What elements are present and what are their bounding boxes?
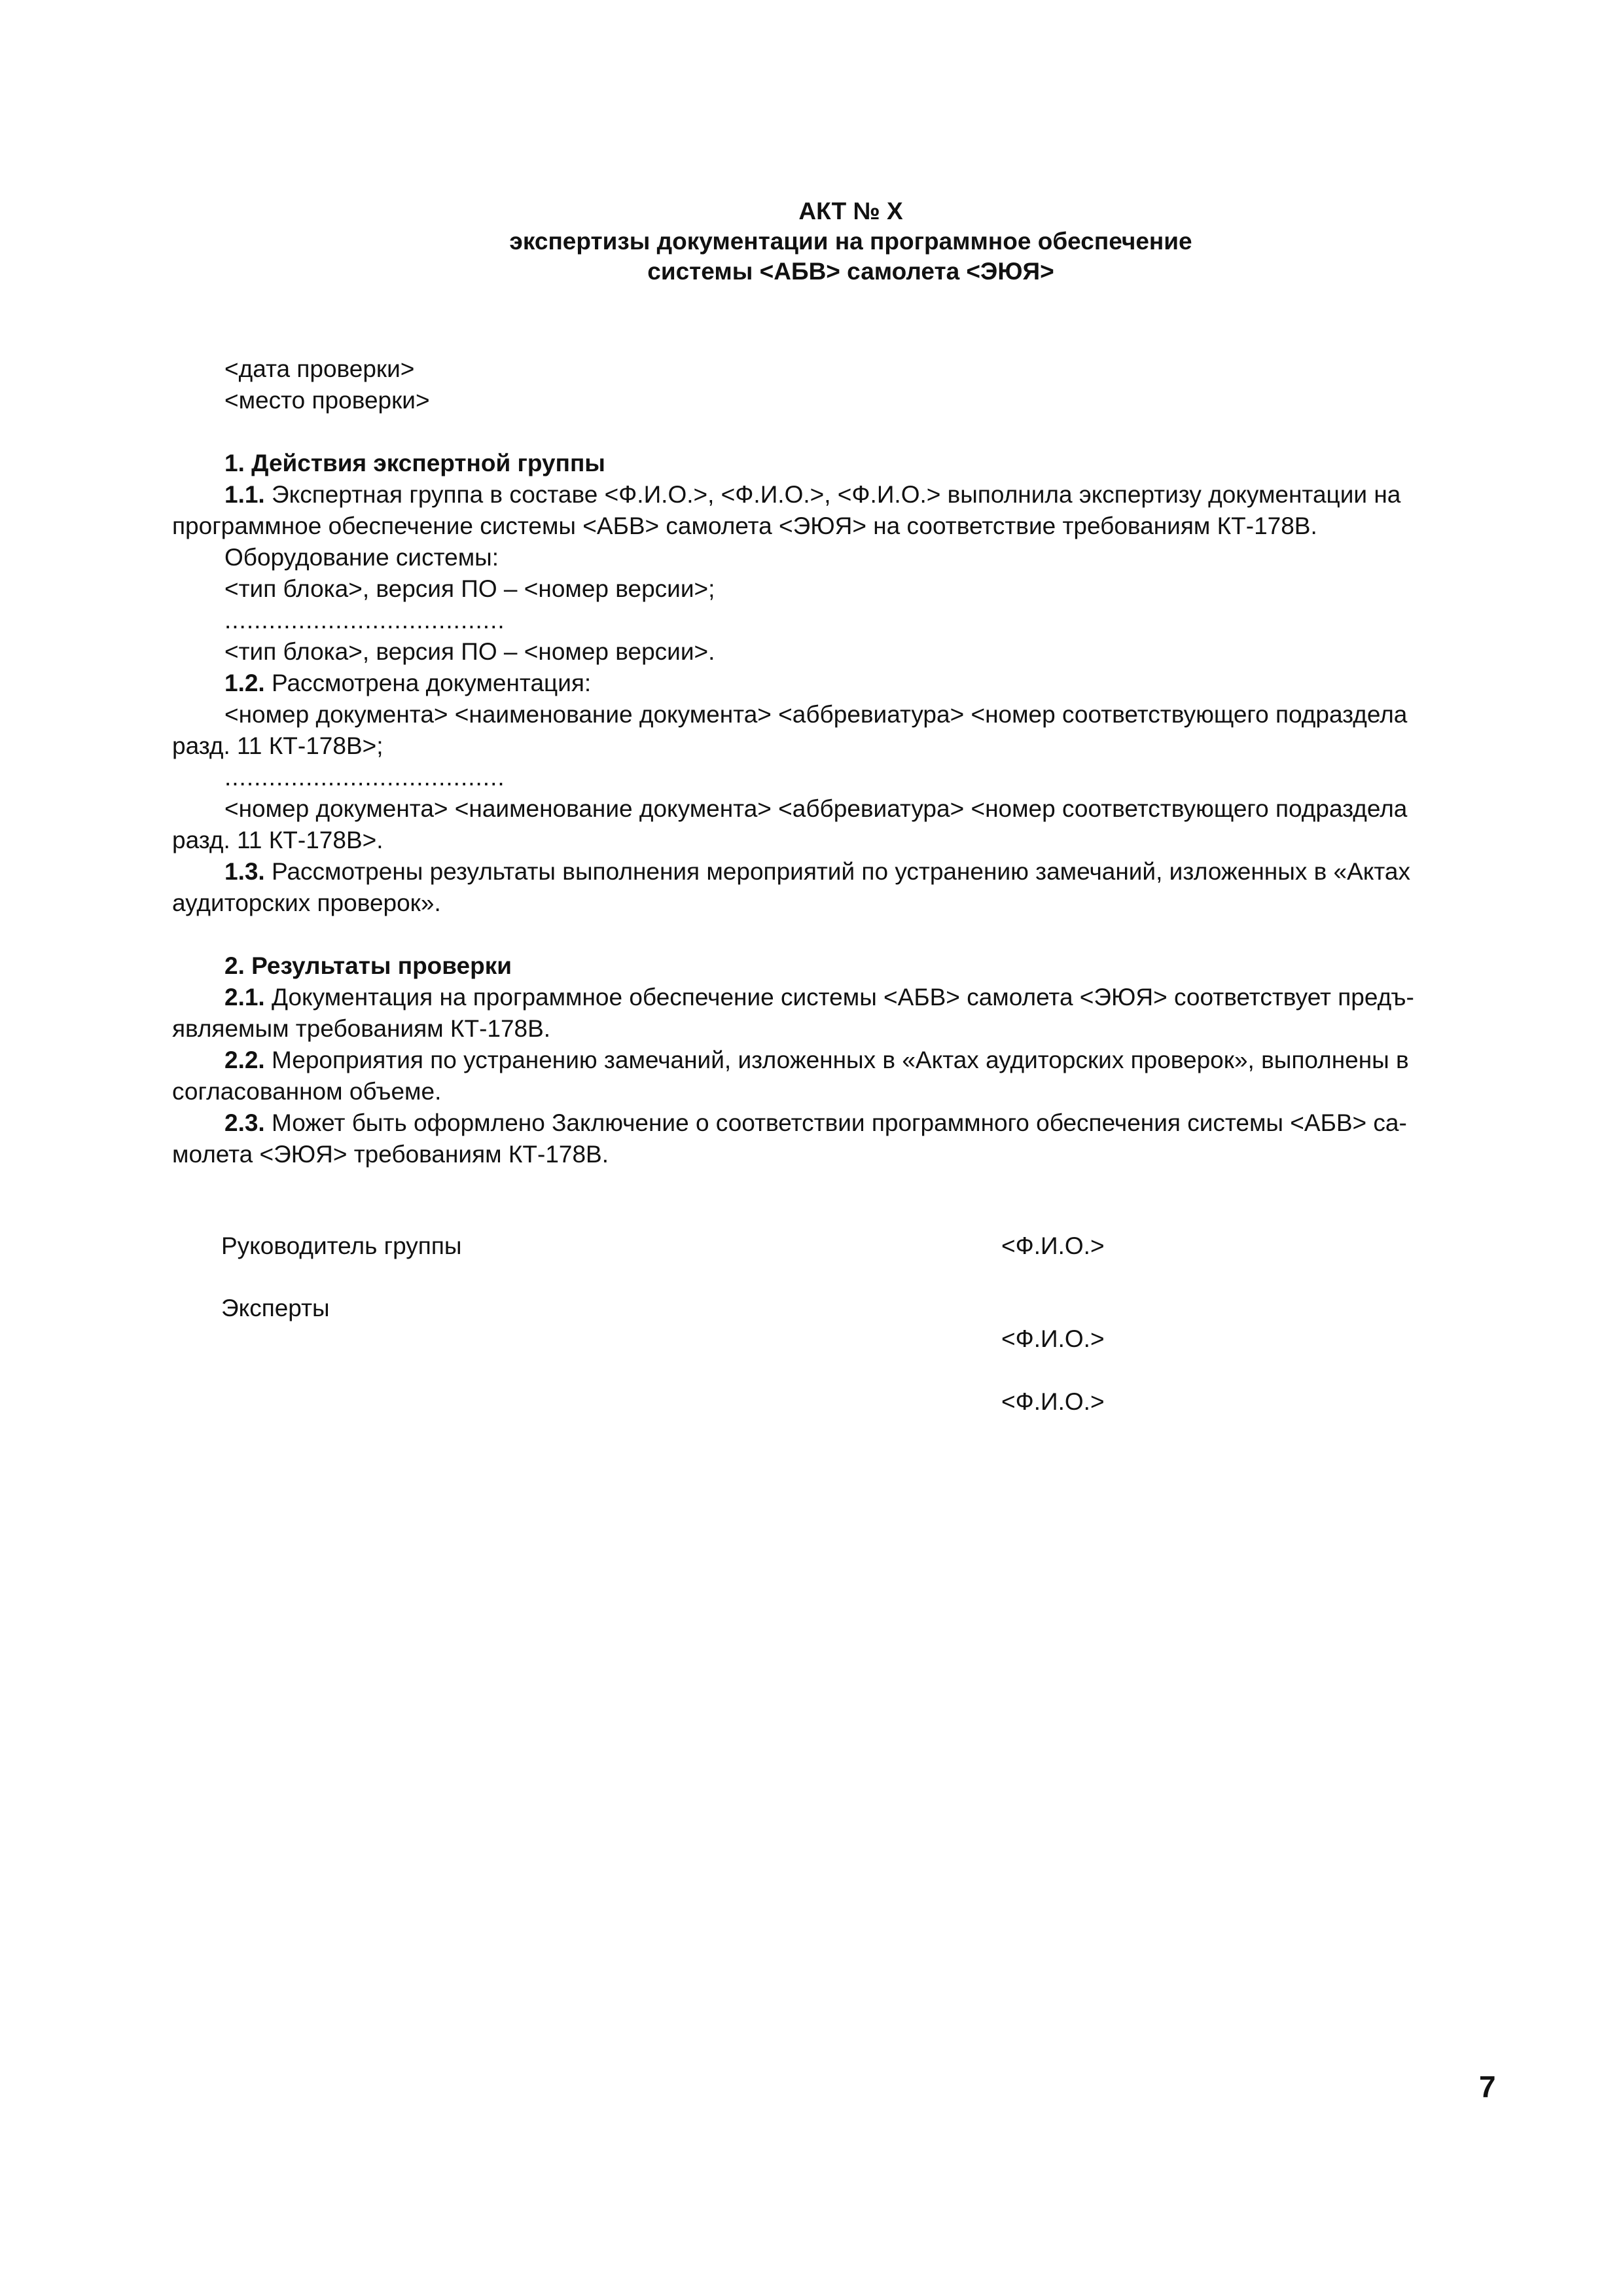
paragraph-text: Мероприятия по устранению замечаний, изложенных в «Актах аудиторских проверок», выполнены в [264, 1047, 1409, 1073]
paragraph-text: Экспертная группа в составе <Ф.И.О.>, <Ф.И.О.>, <Ф.И.О.> выполнила экспертизу документации на [264, 481, 1401, 508]
paragraph-number: 2.3. [224, 1109, 265, 1136]
paragraph-2-1-line-1 [172, 982, 1525, 1013]
paragraph-number: 1.3. [224, 858, 265, 885]
page-number: 7 [1479, 2070, 1496, 2104]
group-leader-label: Руководитель группы [221, 1232, 462, 1259]
document-title-block [0, 196, 1623, 287]
document-entry-2-line-1: <номер документа> <наименование документа> <аббревиатура> <номер соответствующего подраздела [224, 795, 1408, 822]
paragraph-1-3-line-2: аудиторских проверок». [172, 889, 441, 916]
paragraph-2-2-line-2: согласованном объеме. [172, 1078, 442, 1105]
paragraph-2-2-line-1 [172, 1045, 1525, 1076]
equipment-item-2: <тип блока>, версия ПО – <номер версии>. [224, 638, 715, 665]
inspection-date: <дата проверки> [224, 355, 415, 382]
paragraph-2-3-line-2: молета <ЭЮЯ> требованиям КТ-178В. [172, 1141, 609, 1168]
document-subtitle-line-2: системы <АБВ> самолета <ЭЮЯ> [647, 258, 1054, 285]
section-2-heading: 2. Результаты проверки [224, 952, 512, 979]
expert-2-name: <Ф.И.О.> [1001, 1388, 1105, 1415]
paragraph-1-1-line-2: программное обеспечение системы <АБВ> самолета <ЭЮЯ> на соответствие требованиям КТ-178В. [172, 512, 1317, 539]
group-leader-name: <Ф.И.О.> [1001, 1232, 1105, 1259]
paragraph-2-3-line-1 [172, 1107, 1525, 1139]
document-entry-1-line-1: <номер документа> <наименование документа> <аббревиатура> <номер соответствующего подраздела [224, 701, 1408, 728]
expert-1-name: <Ф.И.О.> [1001, 1325, 1105, 1352]
paragraph-text: Рассмотрена документация: [264, 670, 592, 696]
section-1-heading: 1. Действия экспертной группы [224, 450, 605, 476]
document-entries-ellipsis: ...................................... [224, 764, 505, 791]
paragraph-number: 1.2. [224, 670, 265, 696]
equipment-label: Оборудование системы: [224, 544, 499, 571]
document-entry-1-line-2: разд. 11 КТ-178В>; [172, 732, 383, 759]
paragraph-number: 1.1. [224, 481, 265, 508]
document-entry-2-line-2: разд. 11 КТ-178В>. [172, 827, 383, 853]
inspection-place: <место проверки> [224, 387, 430, 414]
paragraph-1-1-line-1 [172, 479, 1525, 511]
experts-label: Эксперты [221, 1295, 330, 1321]
paragraph-text: Рассмотрены результаты выполнения мероприятий по устранению замечаний, изложенных в «Актах [264, 858, 1411, 885]
equipment-item-1: <тип блока>, версия ПО – <номер версии>; [224, 575, 715, 602]
paragraph-number: 2.2. [224, 1047, 265, 1073]
paragraph-text: Документация на программное обеспечение системы <АБВ> самолета <ЭЮЯ> соответствует предъ- [264, 984, 1414, 1011]
paragraph-1-2 [172, 668, 1525, 699]
paragraph-2-1-line-2: являемым требованиям КТ-178В. [172, 1015, 551, 1042]
paragraph-1-3-line-1 [172, 856, 1525, 888]
equipment-ellipsis: ...................................... [224, 607, 505, 634]
paragraph-number: 2.1. [224, 984, 265, 1011]
document-subtitle-line-1: экспертизы документации на программное обеспечение [509, 228, 1192, 255]
paragraph-text: Может быть оформлено Заключение о соответствии программного обеспечения системы <АБВ> са- [264, 1109, 1407, 1136]
document-title: АКТ № Х [798, 198, 903, 224]
document-body [172, 353, 1525, 1170]
